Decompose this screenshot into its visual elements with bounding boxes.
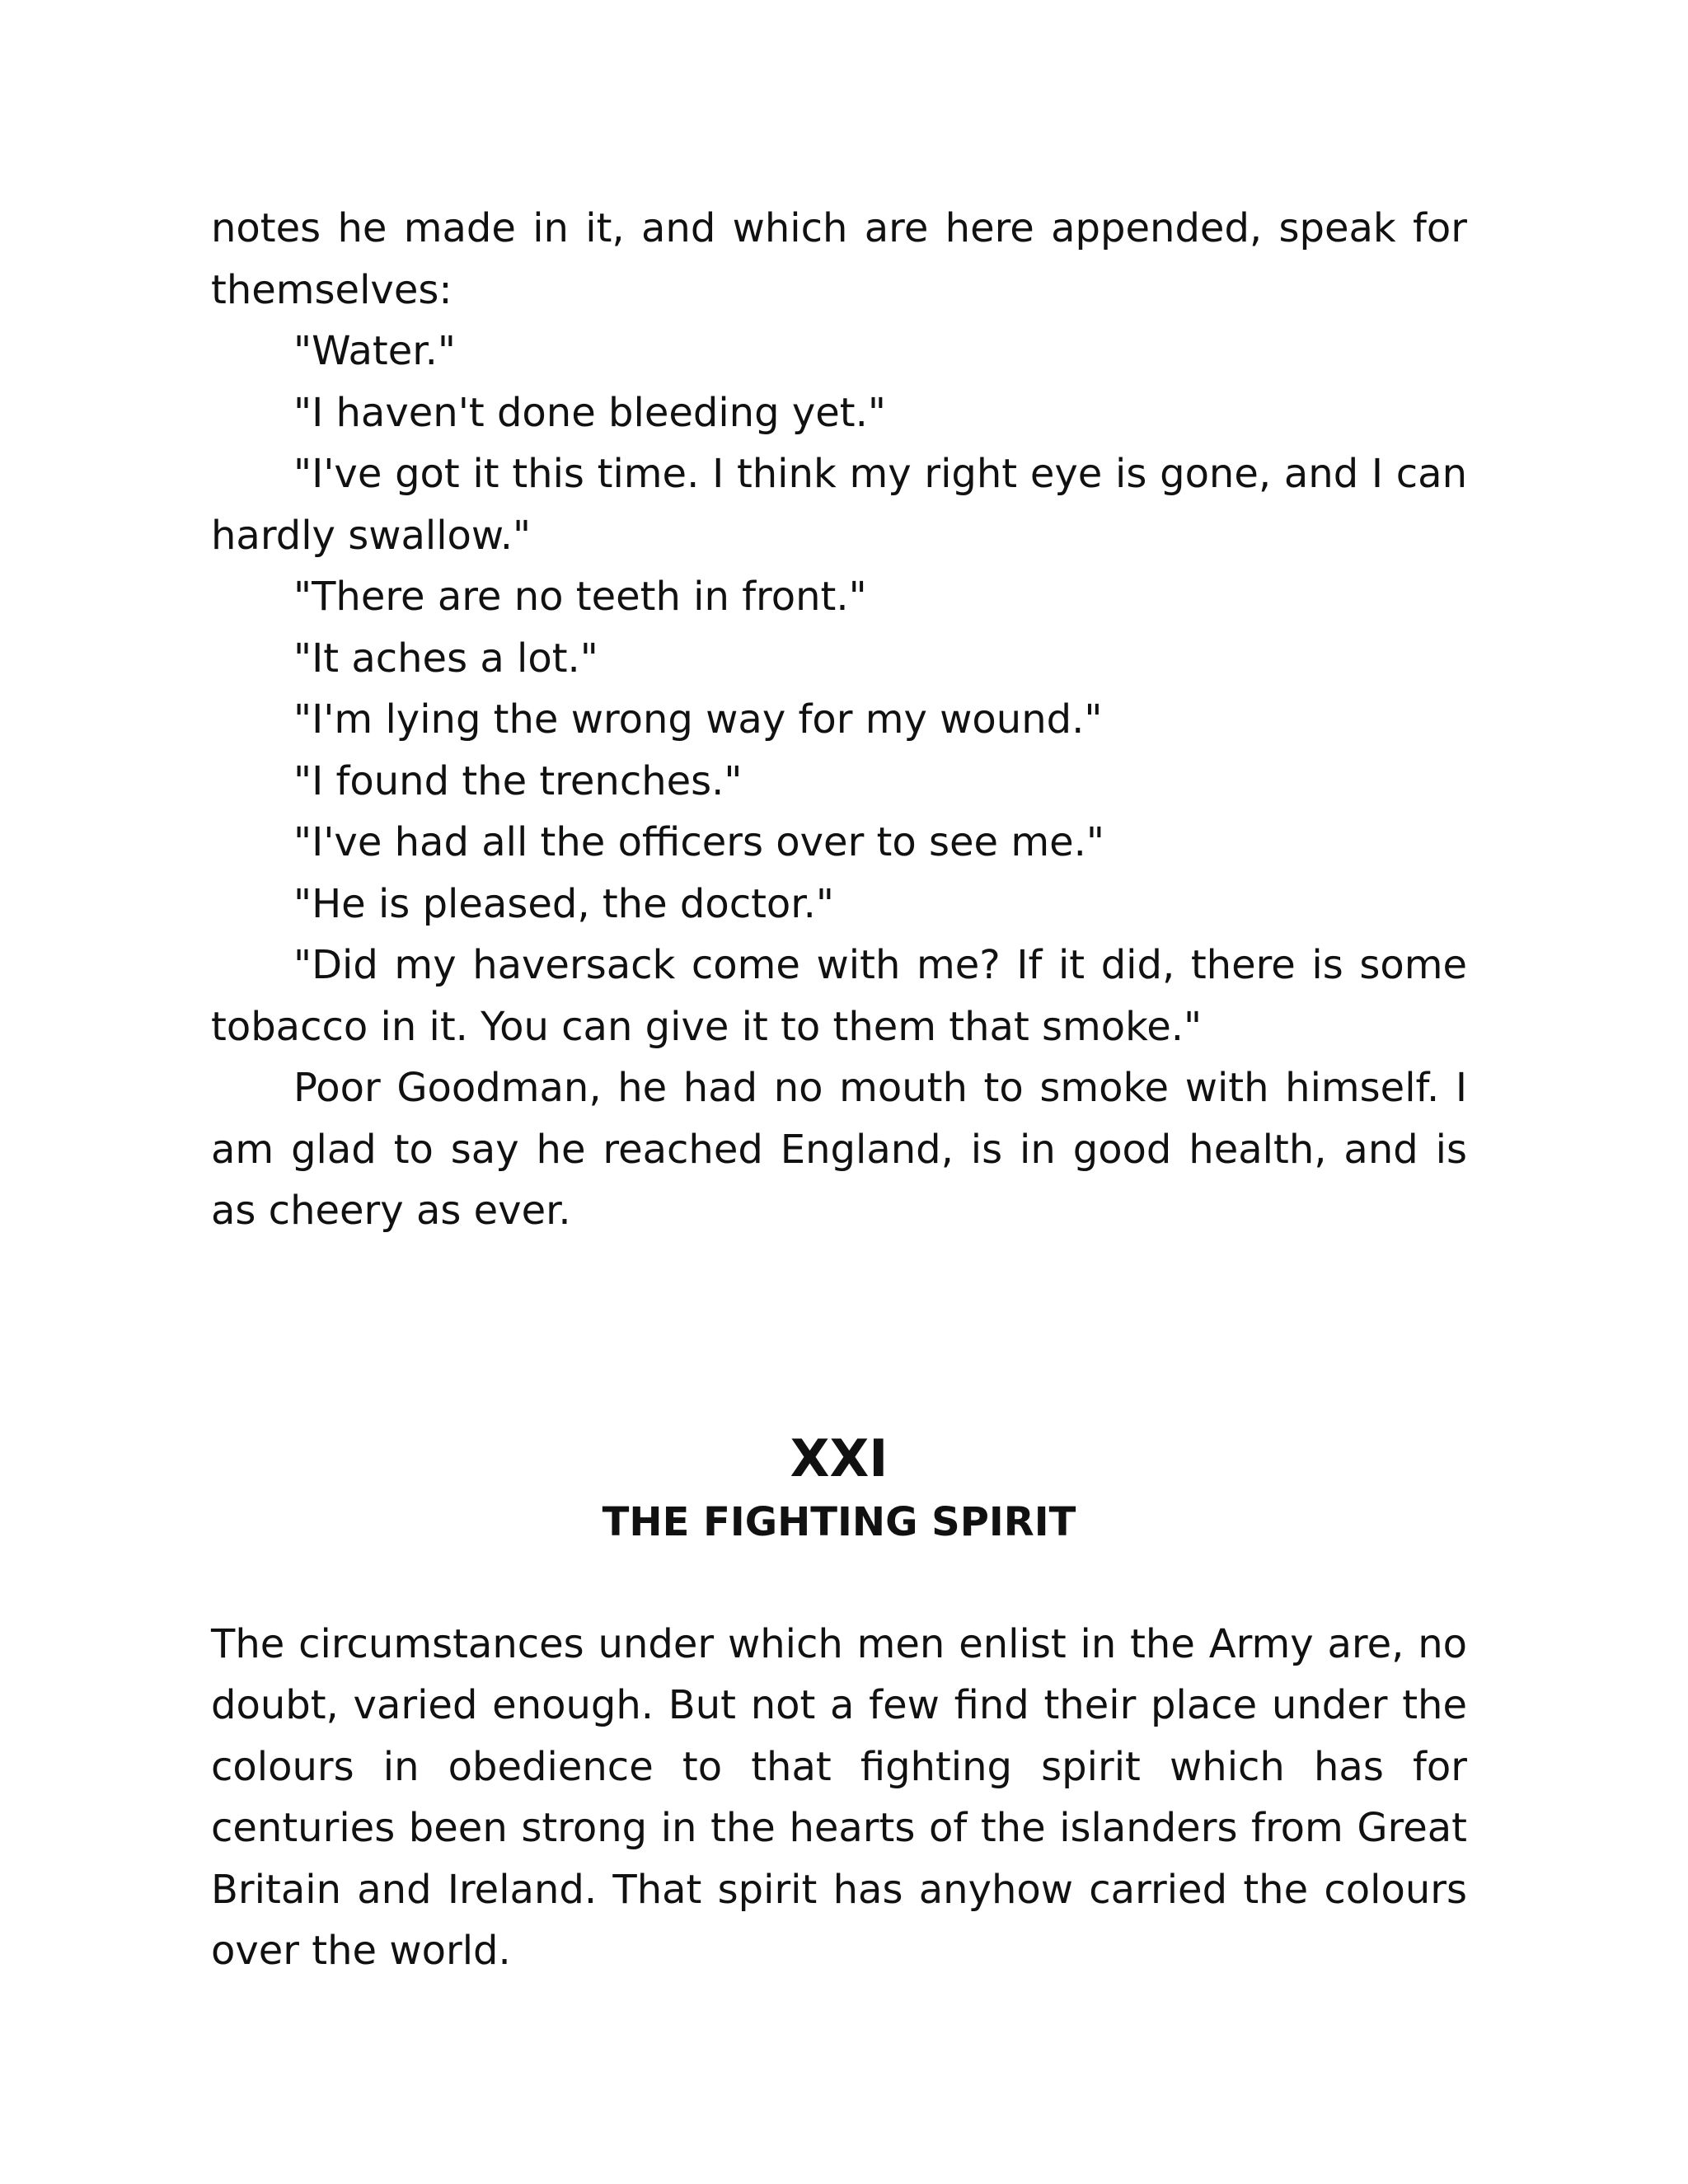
body-paragraph: Poor Goodman, he had no mouth to smoke with himself. I am glad to say he reached England, is in good health, and is as cheery as ever. [211,1065,1467,1234]
quote-paragraph: "He is pleased, the doctor." [293,880,834,927]
heading-spacer [211,1553,1467,1614]
quote-paragraph: "Water." [293,328,456,374]
quote-paragraph: "Did my haversack come with me? If it did, there is some tobacco in it. You can give it to them that smoke." [211,942,1467,1050]
quote-paragraph: "I haven't done bleeding yet." [293,389,886,436]
chapter-number: XXI [790,1427,889,1488]
quote-paragraph: "There are no teeth in front." [293,574,867,620]
chapter-title: THE FIGHTING SPIRIT [602,1498,1076,1545]
quote-paragraph: "I've got it this time. I think my right eye is gone, and I can hardly swallow." [211,451,1467,559]
section-spacer [211,1242,1467,1426]
quote-paragraph: "I've had all the officers over to see me." [293,819,1104,865]
quote-paragraph: "I'm lying the wrong way for my wound." [293,696,1103,743]
chapter-opening-paragraph: The circumstances under which men enlist in the Army are, no doubt, varied enough. But not a few find their place under the colours in obedience to that fighting spirit which has for centuries been strong in the hearts of the islanders from Great Britain and Ireland. That spirit has anyhow carried the colours over the world. [211,1620,1467,1974]
quote-paragraph: "I found the trenches." [293,757,743,804]
quote-paragraph: "It aches a lot." [293,635,598,682]
document-page [211,198,1467,1982]
paragraph-continuation: notes he made in it, and which are here appended, speak for themselves: [211,205,1467,313]
